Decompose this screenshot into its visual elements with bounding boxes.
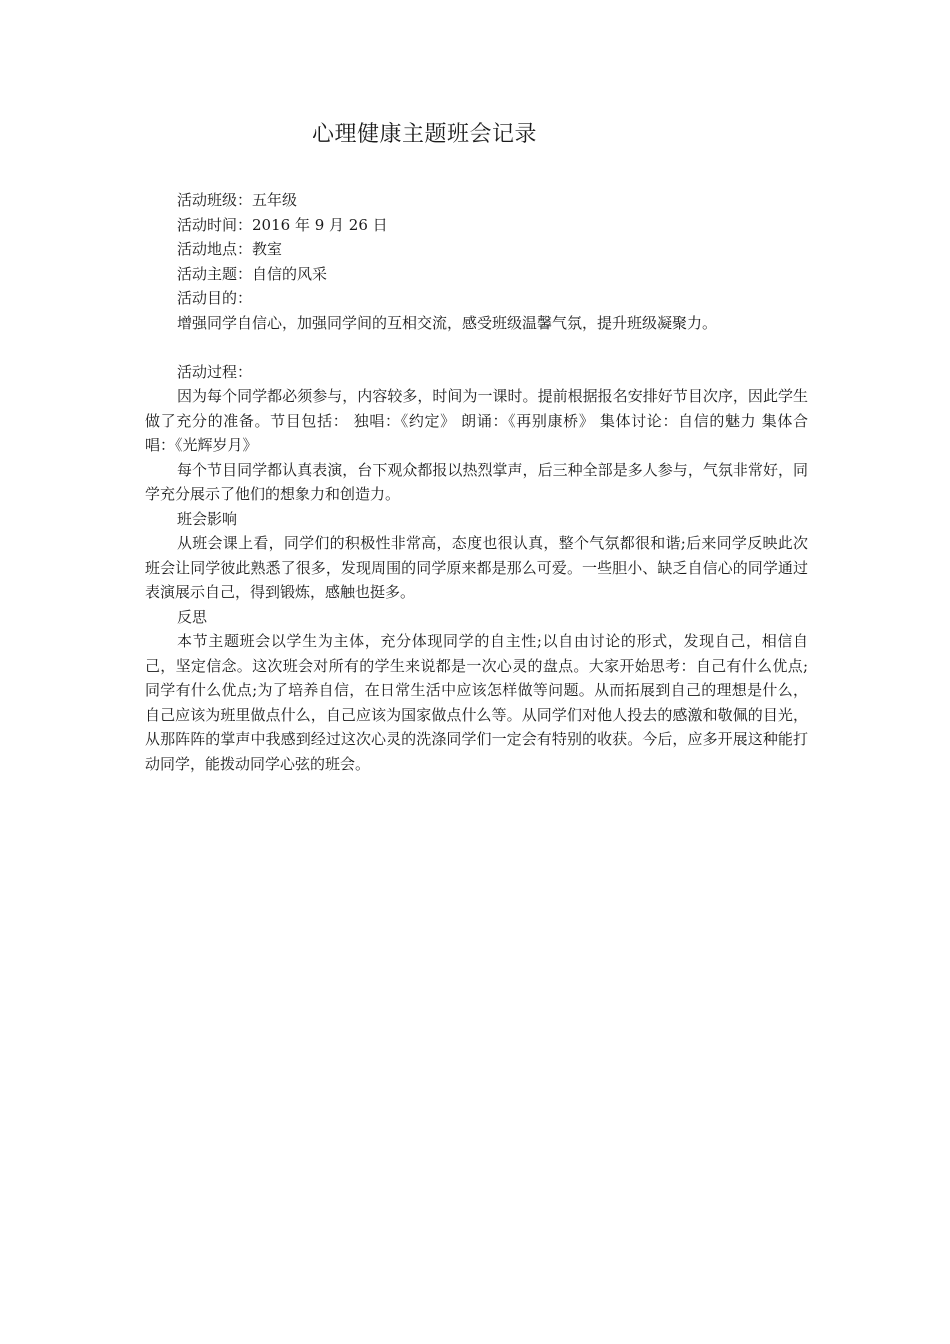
process-paragraph-1: 因为每个同学都必须参与，内容较多，时间为一课时。提前根据报名安排好节目次序，因此学生做了充分的准备。节目包括： 独唱：《约定》 朗诵：《再别康桥》 集体讨论：自信的魅力 集体合唱：《光辉岁月》 [145,387,808,454]
process-label: 活动过程： [177,362,253,381]
activity-theme: 活动主题：自信的风采 [177,264,328,283]
spacer [145,335,808,360]
reflection-label: 反思 [177,607,208,626]
activity-purpose-label: 活动目的： [177,289,253,307]
process-paragraph-2: 每个节目同学都认真表演，台下观众都报以热烈掌声，后三种全部是多人参与，气氛非常好，同学充分展示了他们的想象力和创造力。 [145,460,808,503]
impact-paragraph: 从班会课上看，同学们的积极性非常高，态度也很认真，整个气氛都很和谐;后来同学反映此次班会让同学彼此熟悉了很多，发现周围的同学原来都是那么可爱。一些胆小、缺乏自信心的同学通过表演展示自己，得到锻炼，感触也挺多。 [145,534,808,601]
document-title: 心理健康主题班会记录 [312,122,538,147]
document-body [145,188,808,776]
reflection-paragraph: 本节主题班会以学生为主体，充分体现同学的自主性;以自由讨论的形式，发现自己，相信自己，坚定信念。这次班会对所有的学生来说都是一次心灵的盘点。大家开始思考：自己有什么优点;同学有什么优点;为了培养自信，在日常生活中应该怎样做等问题。从而拓展到自己的理想是什么，自己应该为班里做点什么，自己应该为国家做点什么等。从同学们对他人投去的感激和敬佩的目光，从那阵阵的掌声中我感到经过这次心灵的洗涤同学们一定会有特别的收获。今后，应多开展这种能打动同学，能拨动同学心弦的班会。 [145,632,808,773]
activity-place: 活动地点：教室 [177,240,283,258]
impact-label: 班会影响 [177,509,238,528]
activity-class: 活动班级：五年级 [177,191,298,209]
activity-purpose-text: 增强同学自信心，加强同学间的互相交流，感受班级温馨气氛，提升班级凝聚力。 [177,313,718,332]
activity-time: 活动时间：2016 年 9 月 26 日 [177,215,388,234]
